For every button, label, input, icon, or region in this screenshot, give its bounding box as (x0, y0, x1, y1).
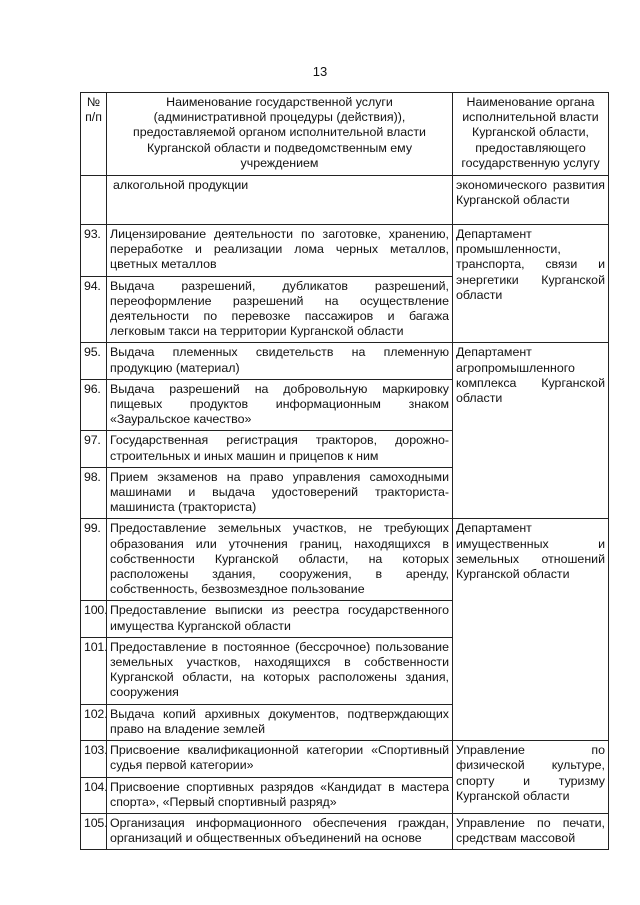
row-service-name: Прием экзаменов на право управления самоходными машинами и выдача удостоверений тракториста-машиниста (тракториста) (107, 467, 453, 519)
row-num: 102. (81, 704, 107, 740)
row-num: 104. (81, 777, 107, 813)
table-row-continuation (81, 176, 609, 225)
page-number: 13 (312, 64, 328, 79)
row-org-name: Департамент имущественных и земельных отношений Курганской области (453, 519, 609, 741)
row-num: 105. (81, 813, 107, 849)
row-service-name: алкогольной продукции (107, 176, 453, 225)
table-row (81, 225, 609, 277)
row-org-name: экономического развития Курганской области (453, 176, 609, 225)
row-num: 94. (81, 276, 107, 343)
row-service-name: Предоставление земельных участков, не требующих образования или уточнения границ, находящихся в собственности Курганской области, на которых расположены здания, сооружения, в аренду, собственность, безвозмездное пользование (107, 519, 453, 601)
row-num: 98. (81, 467, 107, 519)
table-header-row (81, 93, 609, 176)
row-service-name: Лицензирование деятельности по заготовке, хранению, переработке и реализации лома черных металлов, цветных металлов (107, 225, 453, 277)
row-num: 95. (81, 343, 107, 379)
row-service-name: Выдача разрешений на добровольную маркировку пищевых продуктов информационным знаком «Зауральское качество» (107, 379, 453, 431)
row-num: 93. (81, 225, 107, 277)
row-org-name: Департамент промышленности, транспорта, связи и энергетики Курганской области (453, 225, 609, 343)
services-table (80, 92, 609, 850)
table-row (81, 343, 609, 379)
header-org-name: Наименование органа исполнительной власти Курганской области, предоставляющего государственную услугу (453, 93, 609, 176)
row-num: 97. (81, 431, 107, 467)
table-row (81, 741, 609, 777)
row-service-name: Организация информационного обеспечения граждан, организаций и общественных объединений на основе (107, 813, 453, 849)
row-service-name: Выдача копий архивных документов, подтверждающих право на владение землей (107, 704, 453, 740)
row-service-name: Присвоение квалификационной категории «Спортивный судья первой категории» (107, 741, 453, 777)
row-org-name: Управление по физической культуре, спорту и туризму Курганской области (453, 741, 609, 814)
table-row (81, 813, 609, 849)
table-row (81, 519, 609, 601)
row-service-name: Государственная регистрация тракторов, дорожно-строительных и иных машин и прицепов к ним (107, 431, 453, 467)
row-service-name: Предоставление в постоянное (бессрочное) пользование земельных участков, находящихся в собственности Курганской области, на которых расположены здания, сооружения (107, 637, 453, 704)
row-num: 101. (81, 637, 107, 704)
row-org-name: Управление по печати, средствам массовой (453, 813, 609, 849)
row-service-name: Выдача племенных свидетельств на племенную продукцию (материал) (107, 343, 453, 379)
row-num (81, 176, 107, 225)
row-num: 100. (81, 601, 107, 637)
row-num: 99. (81, 519, 107, 601)
header-service-name: Наименование государственной услуги (административной процедуры (действия)), предоставляемой органом исполнительной власти Курганской области и подведомственным ему учреждением (107, 93, 453, 176)
row-org-name: Департамент агропромышленного комплекса Курганской области (453, 343, 609, 519)
row-num: 103. (81, 741, 107, 777)
row-service-name: Предоставление выписки из реестра государственного имущества Курганской области (107, 601, 453, 637)
row-service-name: Выдача разрешений, дубликатов разрешений, переоформление разрешений на осуществление деятельности по перевозке пассажиров и багажа легковым такси на территории Курганской области (107, 276, 453, 343)
header-num: № п/п (81, 93, 107, 176)
row-num: 96. (81, 379, 107, 431)
row-service-name: Присвоение спортивных разрядов «Кандидат в мастера спорта», «Первый спортивный разряд» (107, 777, 453, 813)
